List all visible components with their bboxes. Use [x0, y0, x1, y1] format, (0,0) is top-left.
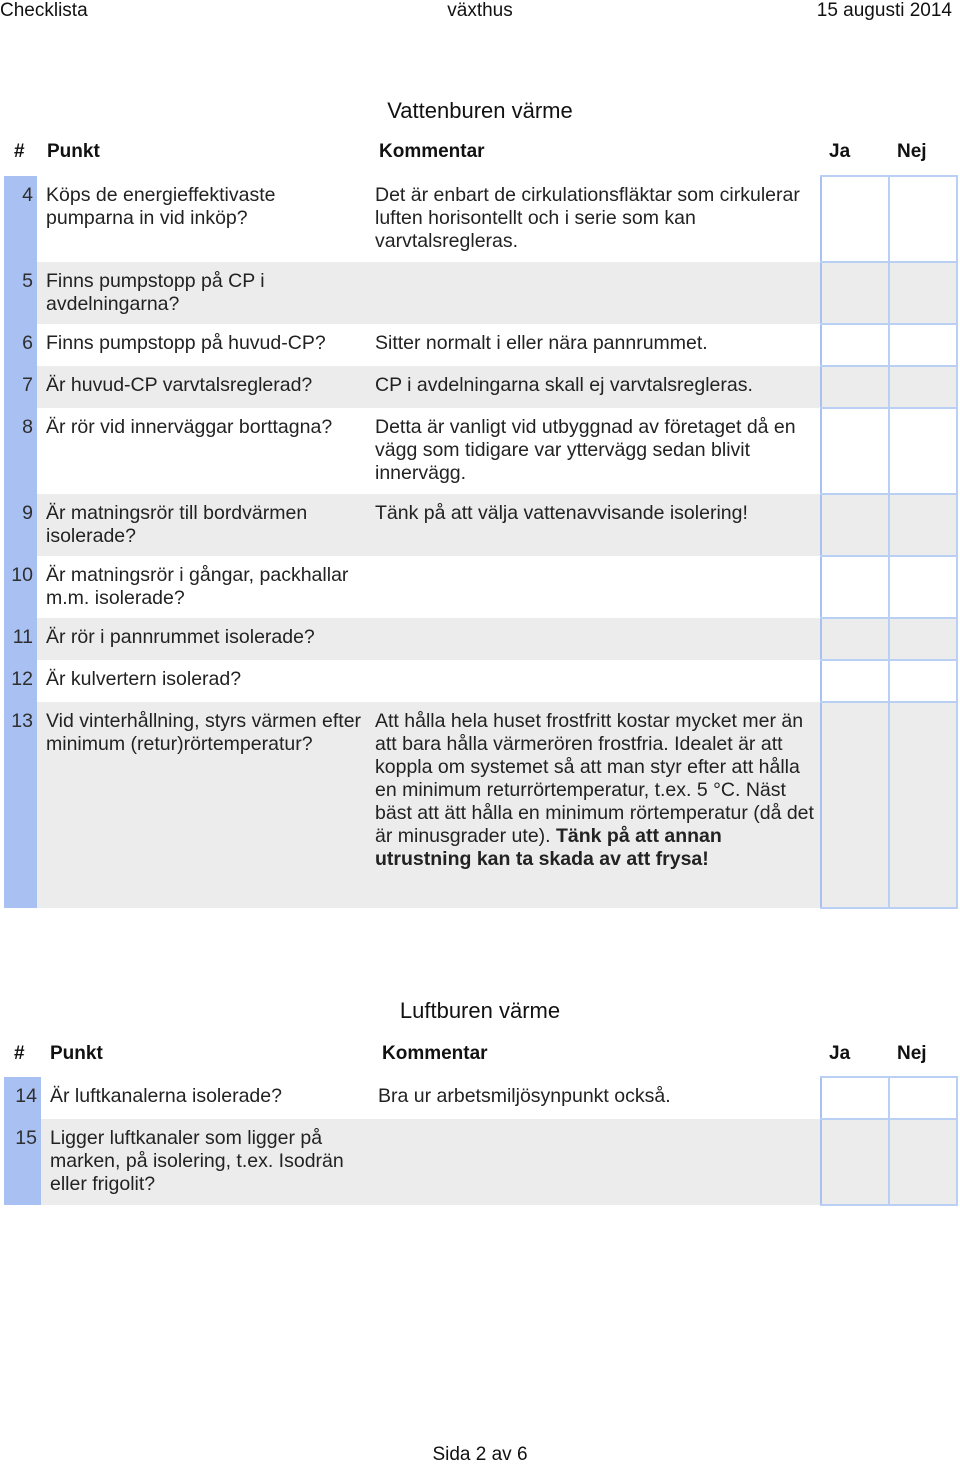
column-header [0, 1040, 960, 1068]
row-punkt: Finns pumpstopp på huvud-CP? [37, 324, 371, 366]
nej-checkbox[interactable] [889, 262, 957, 324]
row-number: 12 [4, 660, 37, 702]
nej-checkbox[interactable] [889, 660, 957, 702]
row-punkt: Är rör i pannrummet isolerade? [37, 618, 371, 660]
table-row [4, 556, 957, 618]
col-punkt: Punkt [50, 1043, 103, 1064]
table-row [4, 702, 957, 908]
column-header [0, 138, 960, 166]
checklist-table-luftburen [4, 1076, 958, 1206]
ja-checkbox[interactable] [821, 618, 889, 660]
row-kommentar: Bra ur arbetsmiljösynpunkt också. [374, 1077, 821, 1119]
table-row [4, 494, 957, 556]
page-footer: Sida 2 av 6 [432, 1444, 528, 1465]
row-number: 5 [4, 262, 37, 324]
row-number: 10 [4, 556, 37, 618]
row-number: 13 [4, 702, 37, 908]
table-row [4, 618, 957, 660]
row-kommentar [371, 660, 821, 702]
row-punkt: Är luftkanalerna isolerade? [41, 1077, 374, 1119]
table-row [4, 1077, 957, 1119]
row-kommentar: Det är enbart de cirkulationsfläktar som cirkulerar luften horisontellt och i serie som kan varvtalsregleras. [371, 176, 821, 262]
table-row [4, 324, 957, 366]
row-number: 11 [4, 618, 37, 660]
row-kommentar [371, 262, 821, 324]
nej-checkbox[interactable] [889, 1077, 957, 1119]
ja-checkbox[interactable] [821, 1119, 889, 1205]
nej-checkbox[interactable] [889, 494, 957, 556]
col-kommentar: Kommentar [382, 1043, 488, 1064]
ja-checkbox[interactable] [821, 1077, 889, 1119]
row-number: 14 [4, 1077, 41, 1119]
row-punkt: Är huvud-CP varvtalsreglerad? [37, 366, 371, 408]
row-kommentar: Tänk på att välja vattenavvisande isolering! [371, 494, 821, 556]
col-nej: Nej [897, 141, 927, 162]
row-punkt: Är kulvertern isolerad? [37, 660, 371, 702]
table-row [4, 366, 957, 408]
ja-checkbox[interactable] [821, 408, 889, 494]
table-row [4, 262, 957, 324]
col-ja: Ja [829, 141, 851, 162]
section-title-luftburen: Luftburen värme [399, 998, 561, 1023]
table-row [4, 1119, 957, 1205]
row-number: 7 [4, 366, 37, 408]
col-num: # [14, 141, 25, 162]
row-punkt: Vid vinterhållning, styrs värmen efter minimum (retur)rörtemperatur? [37, 702, 371, 908]
ja-checkbox[interactable] [821, 324, 889, 366]
nej-checkbox[interactable] [889, 556, 957, 618]
row-number: 8 [4, 408, 37, 494]
row-punkt: Är matningsrör till bordvärmen isolerade? [37, 494, 371, 556]
row-kommentar-text: Att hålla hela huset frostfritt kostar mycket mer än att bara hålla värmerören frostfria. Idealet är att koppla om systemet så att man styr efter att hålla en minimum returrörtemperatur, t.ex. 5 °C. Näst bäst att ätt hålla en minimum rörtemperatur (då det är minusgrader ute). [375, 710, 814, 847]
ja-checkbox[interactable] [821, 494, 889, 556]
row-number: 6 [4, 324, 37, 366]
col-num: # [14, 1043, 25, 1064]
ja-checkbox[interactable] [821, 702, 889, 908]
ja-checkbox[interactable] [821, 262, 889, 324]
nej-checkbox[interactable] [889, 1119, 957, 1205]
ja-checkbox[interactable] [821, 660, 889, 702]
row-punkt: Köps de energieffektivaste pumparna in vid inköp? [37, 176, 371, 262]
nej-checkbox[interactable] [889, 618, 957, 660]
header-left: Checklista [0, 0, 88, 21]
table-row [4, 176, 957, 262]
row-kommentar [371, 556, 821, 618]
row-punkt: Finns pumpstopp på CP i avdelningarna? [37, 262, 371, 324]
row-kommentar: Detta är vanligt vid utbyggnad av företaget då en vägg som tidigare var yttervägg sedan blivit innervägg. [371, 408, 821, 494]
checklist-table-vattenburen [4, 175, 958, 909]
table-row [4, 660, 957, 702]
nej-checkbox[interactable] [889, 702, 957, 908]
row-kommentar [374, 1119, 821, 1205]
nej-checkbox[interactable] [889, 176, 957, 262]
col-ja: Ja [829, 1043, 851, 1064]
section-title-vattenburen: Vattenburen värme [387, 98, 573, 123]
row-kommentar [371, 618, 821, 660]
col-kommentar: Kommentar [379, 141, 485, 162]
nej-checkbox[interactable] [889, 408, 957, 494]
row-punkt: Är matningsrör i gångar, packhallar m.m. isolerade? [37, 556, 371, 618]
row-number: 15 [4, 1119, 41, 1205]
ja-checkbox[interactable] [821, 176, 889, 262]
header-center: växthus [447, 0, 513, 21]
row-number: 9 [4, 494, 37, 556]
nej-checkbox[interactable] [889, 366, 957, 408]
ja-checkbox[interactable] [821, 366, 889, 408]
row-number: 4 [4, 176, 37, 262]
ja-checkbox[interactable] [821, 556, 889, 618]
table-row [4, 408, 957, 494]
row-punkt: Är rör vid innerväggar borttagna? [37, 408, 371, 494]
row-kommentar: CP i avdelningarna skall ej varvtalsregleras. [371, 366, 821, 408]
col-nej: Nej [897, 1043, 927, 1064]
row-kommentar: Sitter normalt i eller nära pannrummet. [371, 324, 821, 366]
col-punkt: Punkt [47, 141, 100, 162]
row-punkt: Ligger luftkanaler som ligger på marken, på isolering, t.ex. Isodrän eller frigolit? [41, 1119, 374, 1205]
row-kommentar [371, 702, 821, 908]
row-kommentar-warning: Tänk på att annan utrustning kan ta skada av att frysa! [375, 825, 722, 870]
nej-checkbox[interactable] [889, 324, 957, 366]
header-right: 15 augusti 2014 [816, 0, 952, 21]
